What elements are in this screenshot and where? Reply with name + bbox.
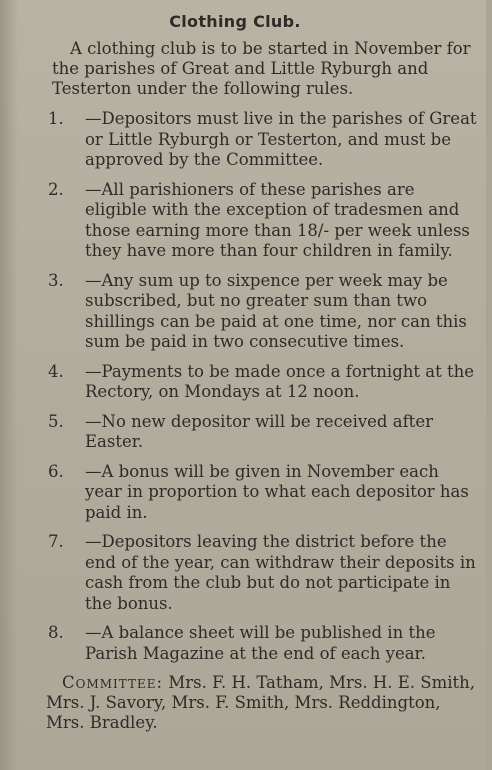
article-title: Clothing Club. <box>169 12 301 31</box>
rule-number: 2. <box>48 179 64 199</box>
rule-text: —Payments to be made once a fortnight at the Rectory, on Mondays at 12 noon. <box>85 361 474 401</box>
rule-number: 4. <box>48 361 64 381</box>
rule-text: —Depositors leaving the district before the end of the year, can withdraw their deposits in cash from the club but do not participate in the bonus. <box>85 532 476 613</box>
rule-text: —All parishioners of these parishes are eligible with the exception of tradesmen and those earning more than 18/- per week unless they have more than four children in family. <box>85 179 470 260</box>
rule-item <box>48 623 478 664</box>
page-edge-right <box>486 0 492 770</box>
rule-text: —A balance sheet will be published in the Parish Magazine at the end of each year. <box>85 623 436 663</box>
committee-members: Mrs. F. H. Tatham, Mrs. H. E. Smith, Mrs. J. Savory, Mrs. F. Smith, Mrs. Reddington, Mrs. Bradley. <box>46 673 476 732</box>
rule-text: —A bonus will be given in November each year in proportion to what each depositor has paid in. <box>85 461 469 522</box>
rule-item <box>48 411 478 453</box>
page-shadow-left <box>0 0 18 770</box>
rule-number: 6. <box>48 461 64 481</box>
rule-text: —Depositors must live in the parishes of Great or Little Ryburgh or Testerton, and must be approved by the Committee. <box>85 109 477 169</box>
rule-number: 5. <box>48 411 64 431</box>
rule-item <box>48 109 478 171</box>
committee-paragraph <box>46 673 478 733</box>
rule-number: 8. <box>48 623 64 642</box>
rule-item <box>48 532 478 614</box>
rule-item <box>48 461 478 524</box>
rule-text: —No new depositor will be received after Easter. <box>85 411 433 451</box>
rule-item <box>48 179 478 262</box>
rules-list <box>48 109 478 664</box>
rule-text: —Any sum up to sixpence per week may be subscribed, but no greater sum than two shillings can be paid at one time, nor can this sum be paid in two consecutive times. <box>85 270 467 351</box>
rule-number: 1. <box>48 109 64 128</box>
rule-number: 7. <box>48 532 64 551</box>
rule-item <box>48 361 478 403</box>
rule-item <box>48 270 478 353</box>
intro-paragraph: A clothing club is to be started in November for the parishes of Great and Little Ryburgh and Testerton under the following rules. <box>52 39 471 98</box>
committee-label: Committee: <box>62 673 164 692</box>
rule-number: 3. <box>48 270 64 290</box>
